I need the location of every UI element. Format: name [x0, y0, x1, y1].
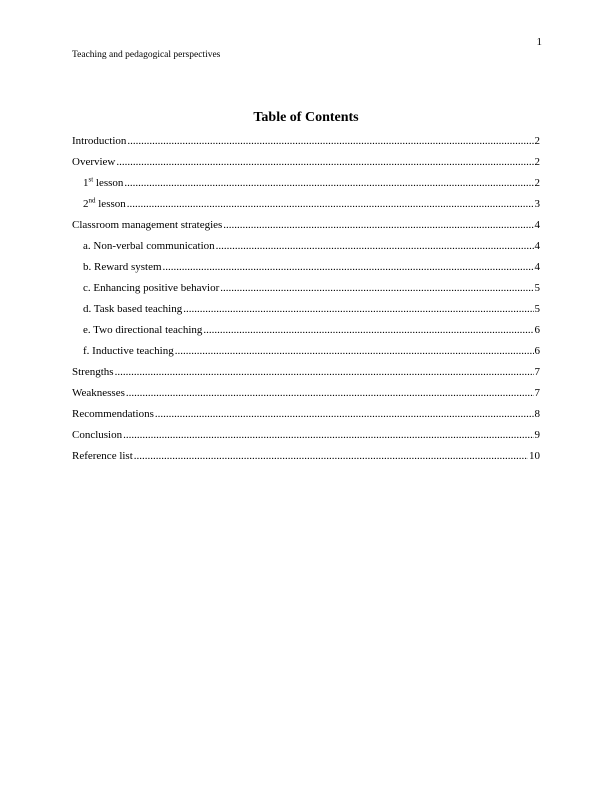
- toc-entry-label: a. Non-verbal communication: [83, 240, 215, 252]
- toc-entry-page: 8: [534, 408, 540, 420]
- toc-entry-page: 4: [534, 261, 540, 273]
- toc-list: [72, 133, 540, 469]
- toc-entry-two-directional-teaching[interactable]: [72, 322, 540, 343]
- toc-entry-1st-lesson[interactable]: [72, 175, 540, 196]
- toc-entry-page: 7: [534, 366, 540, 378]
- page-number: 1: [536, 36, 542, 48]
- toc-entry-conclusion[interactable]: [72, 427, 540, 448]
- toc-entry-page: 5: [534, 282, 540, 294]
- toc-entry-label: b. Reward system: [83, 261, 162, 273]
- toc-label-text: lesson: [93, 177, 124, 189]
- toc-entry-page: 4: [534, 240, 540, 252]
- toc-dot-leader: [116, 154, 533, 170]
- toc-entry-label: Introduction: [72, 135, 127, 147]
- toc-entry-page: 2: [534, 156, 540, 168]
- running-head: Teaching and pedagogical perspectives: [72, 50, 221, 60]
- toc-entry-overview[interactable]: [72, 154, 540, 175]
- toc-entry-label: [83, 175, 123, 191]
- toc-entry-page: 4: [534, 219, 540, 231]
- toc-entry-page: 10: [529, 450, 540, 462]
- toc-label-number: 1: [83, 177, 89, 189]
- toc-dot-leader: [126, 385, 534, 401]
- toc-dot-leader: [203, 322, 533, 338]
- toc-entry-label: e. Two directional teaching: [83, 324, 203, 336]
- toc-dot-leader: [134, 448, 528, 464]
- toc-dot-leader: [115, 364, 534, 380]
- toc-dot-leader: [163, 259, 534, 275]
- toc-entry-non-verbal-communication[interactable]: [72, 238, 540, 259]
- toc-label-ordinal: nd: [88, 196, 96, 205]
- toc-entry-label: Conclusion: [72, 429, 123, 441]
- toc-entry-page: 7: [534, 387, 540, 399]
- toc-entry-reward-system[interactable]: [72, 259, 540, 280]
- toc-entry-reference-list[interactable]: [72, 448, 540, 469]
- toc-entry-enhancing-positive-behavior[interactable]: [72, 280, 540, 301]
- toc-entry-label: d. Task based teaching: [83, 303, 183, 315]
- toc-entry-strengths[interactable]: [72, 364, 540, 385]
- toc-entry-page: 5: [534, 303, 540, 315]
- toc-entry-2nd-lesson[interactable]: [72, 196, 540, 217]
- toc-label-text: lesson: [95, 198, 126, 210]
- toc-entry-label: Strengths: [72, 366, 114, 378]
- toc-entry-page: 3: [534, 198, 540, 210]
- toc-dot-leader: [220, 280, 533, 296]
- toc-entry-introduction[interactable]: [72, 133, 540, 154]
- toc-dot-leader: [216, 238, 534, 254]
- toc-entry-inductive-teaching[interactable]: [72, 343, 540, 364]
- toc-entry-label: Weaknesses: [72, 387, 125, 399]
- toc-dot-leader: [123, 427, 533, 443]
- toc-entry-page: 2: [534, 135, 540, 147]
- toc-entry-label: Reference list: [72, 450, 133, 462]
- toc-entry-page: 6: [534, 345, 540, 357]
- toc-dot-leader: [183, 301, 533, 317]
- toc-title: Table of Contents: [253, 110, 359, 125]
- toc-label-number: 2: [83, 198, 89, 210]
- toc-entry-page: 2: [534, 177, 540, 189]
- toc-dot-leader: [127, 133, 533, 149]
- toc-dot-leader: [124, 175, 533, 191]
- toc-entry-label: [83, 196, 126, 212]
- toc-dot-leader: [127, 196, 534, 212]
- toc-entry-label: f. Inductive teaching: [83, 345, 174, 357]
- toc-entry-label: Overview: [72, 156, 116, 168]
- toc-entry-label: c. Enhancing positive behavior: [83, 282, 220, 294]
- toc-dot-leader: [175, 343, 534, 359]
- toc-entry-task-based-teaching[interactable]: [72, 301, 540, 322]
- toc-dot-leader: [155, 406, 534, 422]
- toc-entry-weaknesses[interactable]: [72, 385, 540, 406]
- toc-entry-recommendations[interactable]: [72, 406, 540, 427]
- toc-entry-label: Recommendations: [72, 408, 154, 420]
- toc-entry-label: Classroom management strategies: [72, 219, 223, 231]
- toc-entry-page: 9: [534, 429, 540, 441]
- toc-dot-leader: [223, 217, 533, 233]
- toc-entry-page: 6: [534, 324, 540, 336]
- toc-label-ordinal: st: [88, 175, 94, 184]
- toc-entry-classroom-management[interactable]: [72, 217, 540, 238]
